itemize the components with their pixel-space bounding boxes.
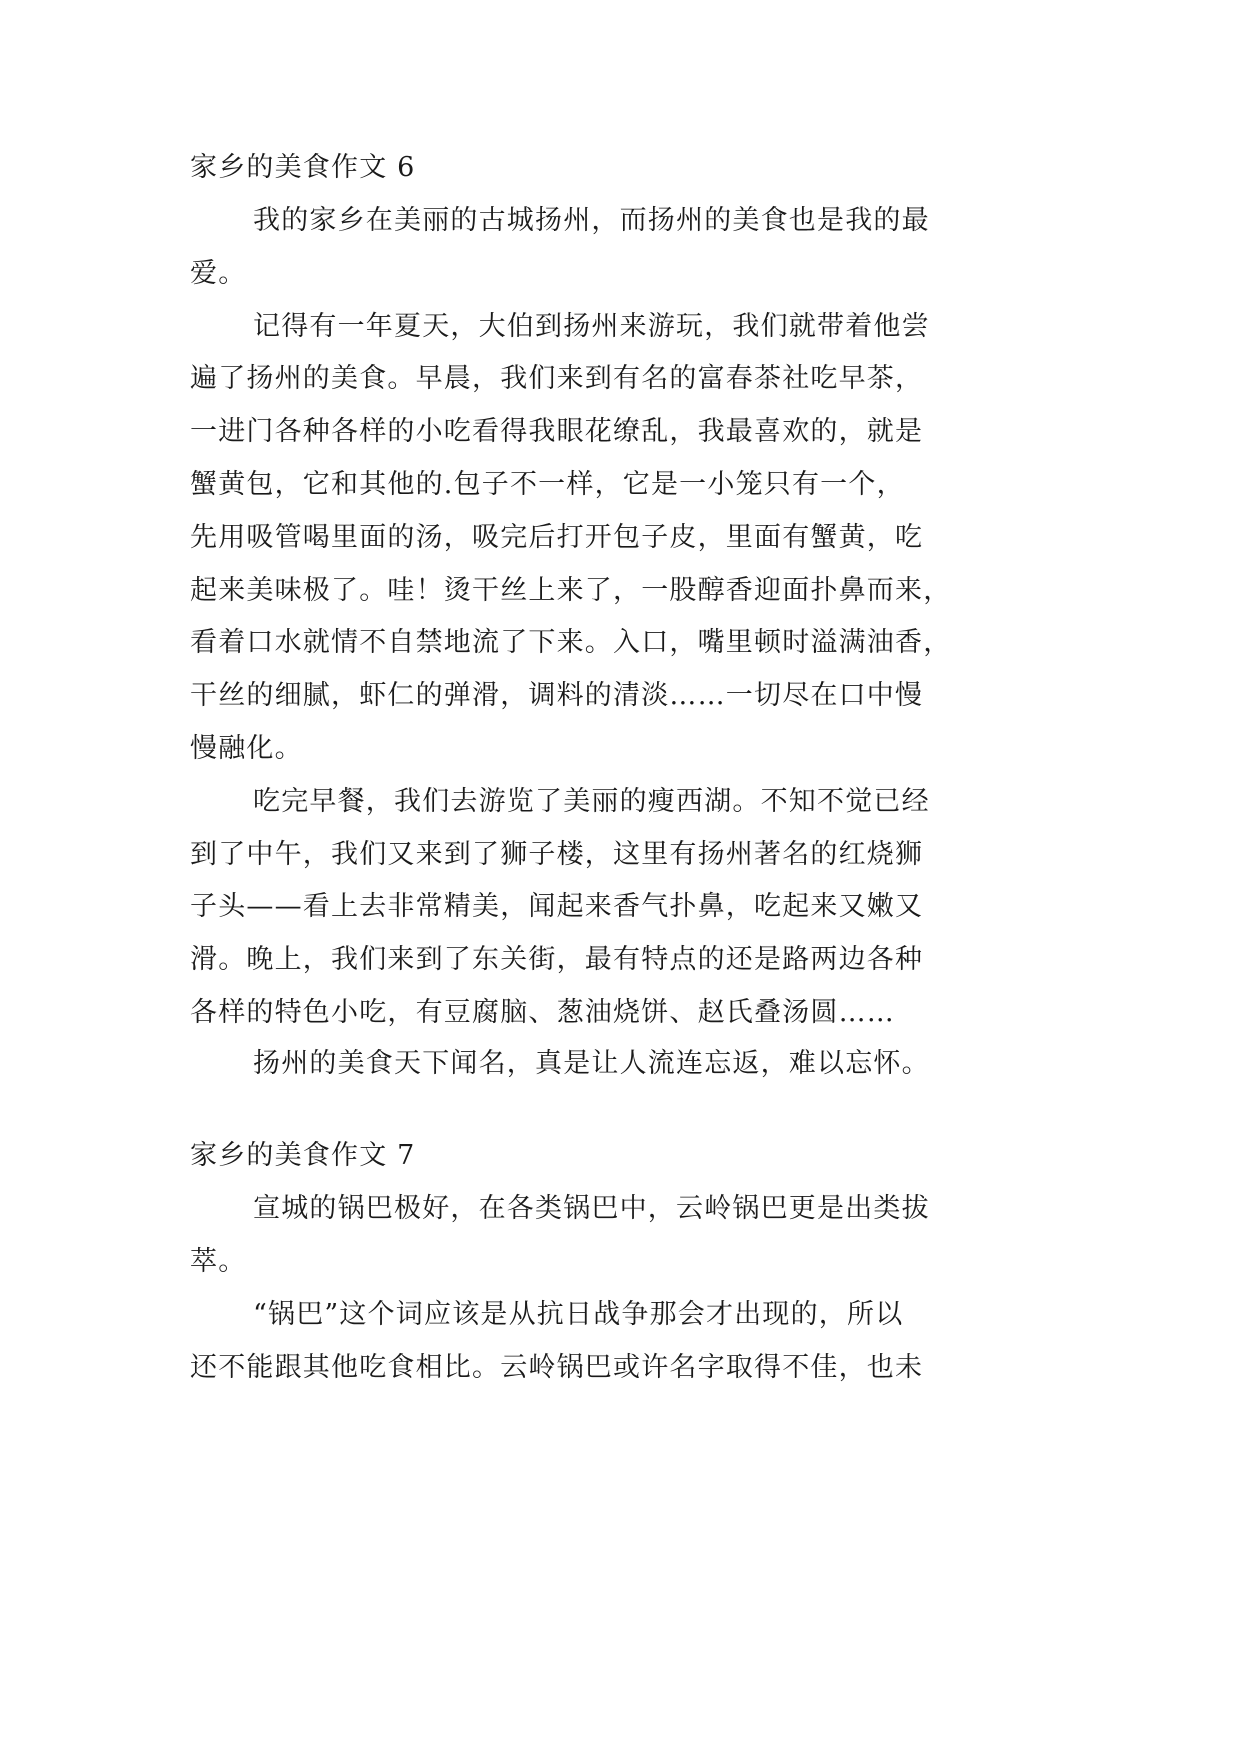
paragraph-line: 萃。	[190, 1246, 247, 1277]
section-title: 家乡的美食作文 7	[190, 1140, 416, 1171]
paragraph-line: 爱。	[190, 258, 247, 289]
paragraph-line: 到了中午，我们又来到了狮子楼，这里有扬州著名的红烧狮	[190, 839, 924, 870]
paragraph-line: 记得有一年夏天，大伯到扬州来游玩，我们就带着他尝	[253, 311, 930, 342]
paragraph-line: 各样的特色小吃，有豆腐脑、葱油烧饼、赵氏叠汤圆……	[190, 997, 895, 1028]
paragraph-line: 先用吸管喝里面的汤，吸完后打开包子皮，里面有蟹黄，吃	[190, 522, 924, 553]
paragraph-line: 蟹黄包，它和其他的.包子不一样，它是一小笼只有一个，	[190, 469, 905, 500]
paragraph-line: 看着口水就情不自禁地流了下来。入口，嘴里顿时溢满油香，	[190, 627, 952, 658]
paragraph-line: 一进门各种各样的小吃看得我眼花缭乱，我最喜欢的，就是	[190, 416, 924, 447]
section-title: 家乡的美食作文 6	[190, 152, 416, 183]
paragraph-line: 还不能跟其他吃食相比。云岭锅巴或许名字取得不佳，也未	[190, 1352, 924, 1383]
paragraph-line: 子头——看上去非常精美，闻起来香气扑鼻，吃起来又嫩又	[190, 891, 924, 922]
paragraph-line: 扬州的美食天下闻名，真是让人流连忘返，难以忘怀。	[253, 1048, 930, 1079]
paragraph-line: 吃完早餐，我们去游览了美丽的瘦西湖。不知不觉已经	[253, 786, 930, 817]
paragraph-line: 宣城的锅巴极好，在各类锅巴中，云岭锅巴更是出类拔	[253, 1193, 930, 1224]
paragraph-line: 我的家乡在美丽的古城扬州，而扬州的美食也是我的最	[253, 205, 930, 236]
paragraph-line: 遍了扬州的美食。早晨，我们来到有名的富春茶社吃早茶，	[190, 363, 924, 394]
paragraph-line: 干丝的细腻，虾仁的弹滑，调料的清淡……一切尽在口中慢	[190, 680, 924, 711]
paragraph-line: 滑。晚上，我们来到了东关街，最有特点的还是路两边各种	[190, 944, 924, 975]
paragraph-line: 起来美味极了。哇！烫干丝上来了，一股醇香迎面扑鼻而来，	[190, 575, 952, 606]
paragraph-line: 慢融化。	[190, 733, 303, 764]
paragraph-line: “锅巴”这个词应该是从抗日战争那会才出现的，所以	[253, 1299, 904, 1330]
